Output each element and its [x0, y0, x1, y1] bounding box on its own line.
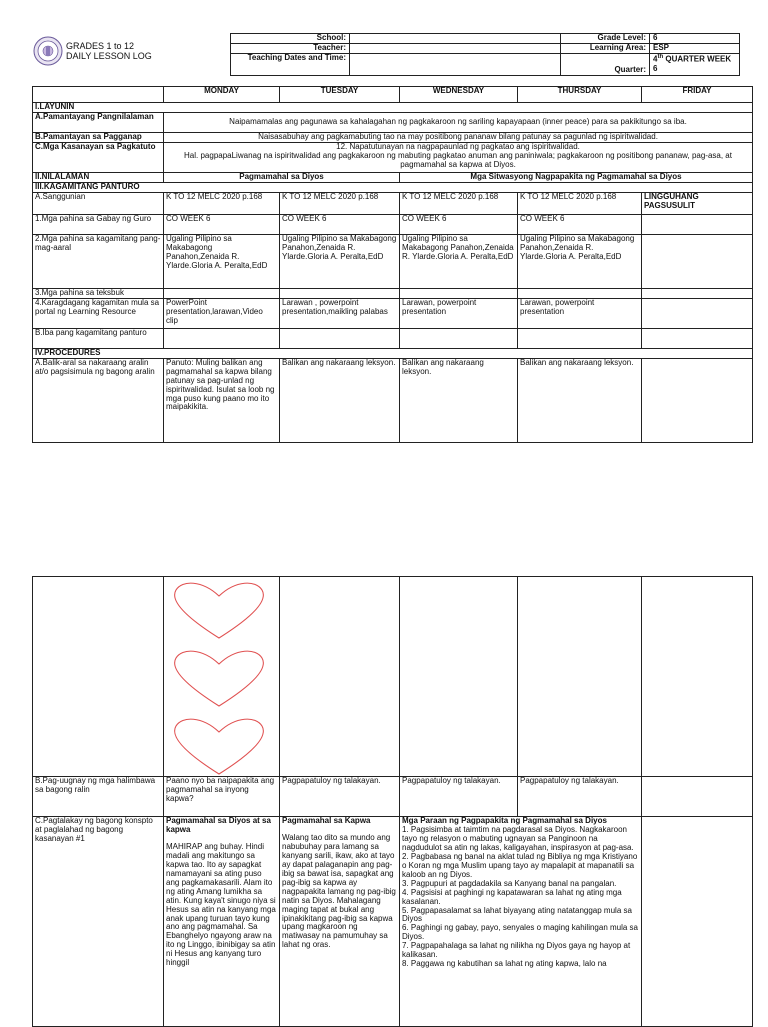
karagdagang-thursday: Larawan, powerpoint presentation: [518, 298, 642, 328]
iba-thursday: [518, 328, 642, 348]
karagdagang-label: 4.Karagdagang kagamitan mula sa portal ng Learning Resource: [33, 298, 164, 328]
heart-shape-3: [175, 719, 264, 774]
teksbuk-friday: [642, 288, 753, 298]
gabay-friday: [642, 214, 753, 234]
sanggunian-tuesday: K TO 12 MELC 2020 p.168: [280, 192, 400, 214]
quarter-week-text: QUARTER WEEK: [665, 54, 732, 64]
nilalaman-label: II.NILALAMAN: [33, 172, 164, 182]
pagtalakay-tuesday-title: Pagmamahal sa Kapwa: [282, 816, 371, 825]
pagtalakay-monday: [164, 817, 280, 1027]
title-line-1: GRADES 1 to 12: [66, 41, 135, 51]
teacher-value[interactable]: [350, 44, 561, 54]
teaching-dates-label: Teaching Dates and Time:: [231, 54, 350, 76]
section-procedures: IV.PROCEDURES: [33, 348, 753, 358]
day-tuesday: TUESDAY: [280, 87, 400, 103]
kasanayan-text-2: Hal. pagpapaLiwanag na ispiritwalidad ang pagkakaroon ng mabuting pagkatao anuman ang paniniwala; pagkakaroon ng positibong pananaw, pag-asa, at pagmamahal sa kapwa at Diyos.: [184, 150, 732, 169]
school-label: School:: [231, 34, 350, 44]
grade-level-label: Grade Level:: [561, 34, 650, 44]
kagamitang-aaral-wednesday: Ugaling Pilipino sa Makabagong Panahon,Zenaida R. Ylarde.Gloria A. Peralta,EdD: [400, 234, 518, 288]
pagtalakay-item: 3. Pagpupuri at pagdadakila sa Kanyang banal na pangalan.: [402, 878, 617, 888]
section-layunin: I.LAYUNIN: [33, 103, 753, 113]
teksbuk-monday: [164, 288, 280, 298]
karagdagang-tuesday: Larawan , powerpoint presentation,maikling palabas: [280, 298, 400, 328]
pagtalakay-item: 4. Pagsisisi at paghingi ng kapatawaran sa lahat ng ating mga kasalanan.: [402, 887, 622, 906]
kagamitang-aaral-friday: [642, 234, 753, 288]
paguugnay-friday: [642, 777, 753, 817]
kasanayan-label: C.Mga Kasanayan sa Pagkatuto: [33, 142, 164, 172]
heart-shape-1: [175, 583, 264, 638]
balikaral-monday: Panuto: Muling balikan ang pagmamahal sa kapwa bilang patunay sa pag-unlad ng ispiritwalidad. Isulat sa loob ng mga puso kung paano mo ito maipakikita.: [164, 358, 280, 442]
balikaral-thursday: Balikan ang nakaraang leksyon.: [518, 358, 642, 442]
karagdagang-friday: [642, 298, 753, 328]
gabay-tuesday: CO WEEK 6: [280, 214, 400, 234]
pagtalakay-label: C.Pagtalakay ng bagong konspto at paglalahad ng bagong kasanayan #1: [33, 817, 164, 1027]
iba-wednesday: [400, 328, 518, 348]
continued-friday: [642, 577, 753, 777]
pamantayang-pangnilalaman-label: A.Pamantayang Pangnilalaman: [33, 112, 164, 132]
title-line-2: DAILY LESSON LOG: [66, 51, 152, 62]
teaching-dates-value[interactable]: [350, 54, 561, 76]
pagtalakay-item: 5. Pagpapasalamat sa lahat biyayang ating natatanggap mula sa Diyos: [402, 905, 632, 924]
kagamitang-aaral-label: 2.Mga pahina sa kagamitang pang-mag-aaral: [33, 234, 164, 288]
days-header-row: [33, 87, 753, 103]
continued-wednesday: [400, 577, 518, 777]
pagtalakay-friday: [642, 817, 753, 1027]
iba-monday: [164, 328, 280, 348]
paguugnay-label: B.Pag-uugnay ng mga halimbawa sa bagong ralin: [33, 777, 164, 817]
heart-shape-2: [175, 651, 264, 706]
document-title: [66, 41, 152, 62]
learning-area-label: Learning Area:: [561, 44, 650, 54]
day-thursday: THURSDAY: [518, 87, 642, 103]
pagtalakay-item: 8. Paggawa ng kabutihan sa lahat ng ating kapwa, lalo na: [402, 959, 607, 969]
pagtalakay-tuesday: [280, 817, 400, 1027]
lesson-log-table-continued: [32, 576, 753, 1027]
sanggunian-wednesday: K TO 12 MELC 2020 p.168: [400, 192, 518, 214]
pamantayang-pangnilalaman-value: Naipamamalas ang pagunawa sa kahalagahan ng pagkakaroon ng sariling kapayapaan (inner peace) para sa pakikitungo sa iba.: [164, 112, 753, 132]
hearts-illustration: [164, 578, 274, 788]
balikaral-label: A.Balik-aral sa nakaraang aralin at/o pagsisimula ng bagong aralin: [33, 358, 164, 442]
pagtalakay-monday-title: Pagmamahal sa Diyos at sa kapwa: [166, 816, 271, 834]
pagtalakay-item: 2. Pagbabasa ng banal na aklat tulad ng Bibliya ng mga Kristiyano o Koran ng mga Muslim upang tayo ay mapalapit at mapanatili sa kaloob an ng Diyos.: [402, 851, 638, 879]
gabay-monday: CO WEEK 6: [164, 214, 280, 234]
pagtalakay-item: 7. Pagpapahalaga sa lahat ng nilikha ng Diyos gaya ng hayop at kalikasan.: [402, 941, 631, 960]
iba-tuesday: [280, 328, 400, 348]
pagtalakay-wednesday-thursday: [400, 817, 642, 1027]
paguugnay-wednesday: Pagpapatuloy ng talakayan.: [400, 777, 518, 817]
sanggunian-label: A.Sanggunian: [33, 192, 164, 214]
kagamitang-aaral-monday: Ugaling Pilipino sa Makabagong Panahon,Zenaida R. Ylarde.Gloria A. Peralta,EdD: [164, 234, 280, 288]
quarter-number: 4: [653, 54, 658, 64]
kasanayan-value: [164, 142, 753, 172]
pagtalakay-wednesday-title: Mga Paraan ng Pagpapakita ng Pagmamahal sa Diyos: [402, 816, 607, 825]
nilalaman-value-2: Mga Sitwasyong Nagpapakita ng Pagmamahal sa Diyos: [400, 172, 753, 182]
deped-seal-logo: [33, 36, 63, 66]
quarter-week-number: 6: [653, 63, 658, 73]
sanggunian-thursday: K TO 12 MELC 2020 p.168: [518, 192, 642, 214]
continued-label-cell: [33, 577, 164, 777]
header-info-table: [230, 33, 740, 76]
pamantayan-pagganap-label: B.Pamantayan sa Pagganap: [33, 132, 164, 142]
pamantayan-pagganap-value: Naisasabuhay ang pagkamabuting tao na may positibong pananaw bilang patunay sa pagunlad ng ispiritwalidad.: [164, 132, 753, 142]
iba-kagamitan-label: B.Iba pang kagamitang panturo: [33, 328, 164, 348]
nilalaman-value-1: Pagmamahal sa Diyos: [164, 172, 400, 182]
teksbuk-thursday: [518, 288, 642, 298]
kagamitang-aaral-thursday: Ugaling Pilipino sa Makabagong Panahon,Zenaida R. Ylarde.Gloria A. Peralta,EdD: [518, 234, 642, 288]
corner-cell: [33, 87, 164, 103]
balikaral-wednesday: Balikan ang nakaraang leksyon.: [400, 358, 518, 442]
pagtalakay-item: 6. Paghingi ng gabay, payo, senyales o maging kahilingan mula sa Diyos.: [402, 923, 639, 942]
gabay-thursday: CO WEEK 6: [518, 214, 642, 234]
paguugnay-thursday: Pagpapatuloy ng talakayan.: [518, 777, 642, 817]
pagtalakay-tuesday-body: Walang tao dito sa mundo ang nabubuhay para lamang sa kanyang sarili, ikaw, ako at tayo ay dapat palaganapin ang pag-ibig sa bawat isa, sapagkat ang pag-ibig sa kapwa ay nagpapakita lamang ng pag-ibig natin sa Diyos. Mahalagang maging tapat at bukal ang ipinakikitang pag-ibig sa kapwa upang magkaroon ng matiwasay na pamumuhay sa lahat ng oras.: [282, 832, 396, 950]
day-wednesday: WEDNESDAY: [400, 87, 518, 103]
sanggunian-monday: K TO 12 MELC 2020 p.168: [164, 192, 280, 214]
teksbuk-wednesday: [400, 288, 518, 298]
kasanayan-text-1: 12. Napatutunayan na nagpapaunlad ng pagkatao ang ispiritwalidad.: [336, 141, 580, 151]
lesson-log-table: [32, 86, 753, 443]
quarter-value: [650, 54, 740, 76]
balikaral-tuesday: Balikan ang nakaraang leksyon.: [280, 358, 400, 442]
grade-level-value: 6: [650, 34, 740, 44]
day-monday: MONDAY: [164, 87, 280, 103]
pagtalakay-item: 1. Pagsisimba at taimtim na pagdarasal sa Diyos. Nagkakaroon tayo ng relasyon o mabuting ugnayan sa Panginoon na nagdudulot sa atin ng lakas, kaligayahan, inspirasyon at pag-asa.: [402, 824, 634, 852]
day-friday: FRIDAY: [642, 87, 753, 103]
iba-friday: [642, 328, 753, 348]
kagamitang-aaral-tuesday: Ugaling Pilipino sa Makabagong Panahon,Zenaida R. Ylarde.Gloria A. Peralta,EdD: [280, 234, 400, 288]
continued-tuesday: [280, 577, 400, 777]
teksbuk-label: 3.Mga pahina sa teksbuk: [33, 288, 164, 298]
gabay-wednesday: CO WEEK 6: [400, 214, 518, 234]
quarter-label: Quarter:: [561, 54, 650, 76]
school-value[interactable]: [350, 34, 561, 44]
section-kagamitang-panturo: III.KAGAMITANG PANTURO: [33, 182, 753, 192]
sanggunian-friday: LINGGUHANG PAGSUSULIT: [642, 192, 753, 214]
quarter-suffix: th: [657, 54, 664, 60]
paguugnay-monday: Paano nyo ba naipapakita ang pagmamahal sa inyong kapwa?: [164, 777, 280, 817]
pagtalakay-monday-body: MAHIRAP ang buhay. Hindi madali ang makitungo sa kapwa tao. Ito ay sapagkat namamayani sa ating puso ang pagkamakasarili. Alam ito ng ating Amang lumikha sa atin. Kung kaya't sinugo niya si Hesus sa atin na kanyang mga anak upang turuan tayo kung ano ang pagmamahal. Sa Ebanghelyo ngayong araw na ito ng Linggo, ibinibigay sa atin ni Hesus ang kanyang turo hinggil: [166, 841, 276, 968]
continued-thursday: [518, 577, 642, 777]
gabay-guro-label: 1.Mga pahina sa Gabay ng Guro: [33, 214, 164, 234]
balikaral-friday: [642, 358, 753, 442]
teksbuk-tuesday: [280, 288, 400, 298]
teacher-label: Teacher:: [231, 44, 350, 54]
learning-area-value: ESP: [650, 44, 740, 54]
karagdagang-monday: PowerPoint presentation,larawan,Video clip: [164, 298, 280, 328]
karagdagang-wednesday: Larawan, powerpoint presentation: [400, 298, 518, 328]
paguugnay-tuesday: Pagpapatuloy ng talakayan.: [280, 777, 400, 817]
